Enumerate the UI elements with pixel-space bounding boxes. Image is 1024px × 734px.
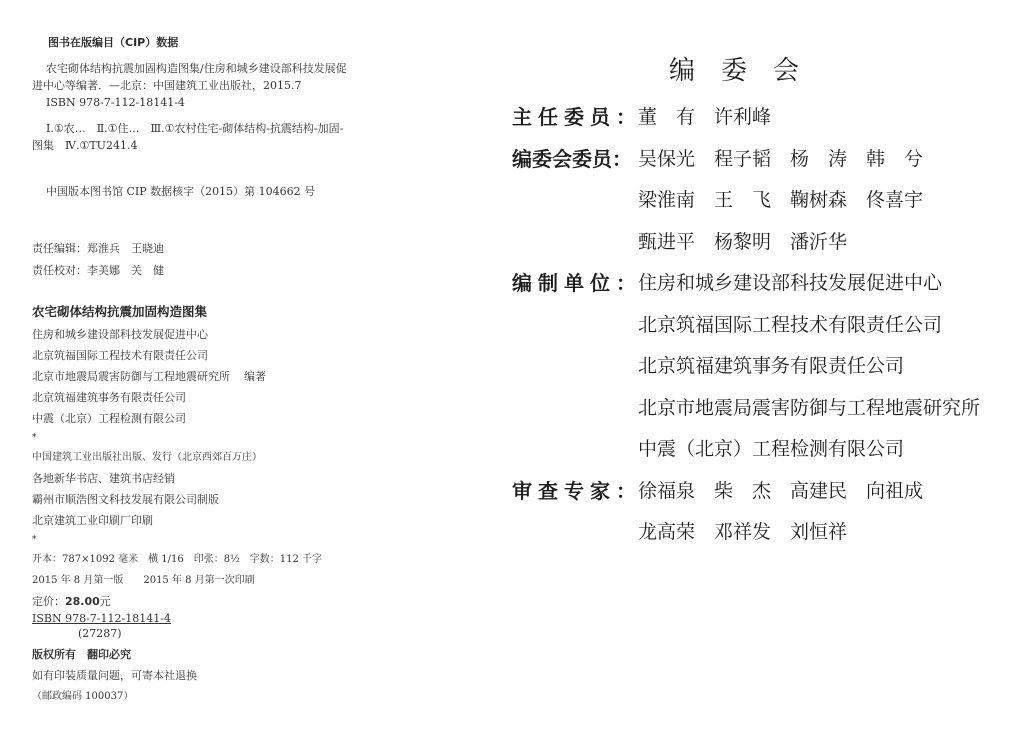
author-suffix: 编著 [244,370,266,383]
chief-label: 主任委员： [512,105,642,129]
author-line: 北京筑福国际工程技术有限责任公司 [32,349,208,362]
price-unit: 元 [99,595,111,608]
publication-details [32,324,362,707]
member-row: 梁淮南 王 飞 鞠树森 佟喜宇 [638,189,924,211]
price-label: 定价： [32,595,65,608]
cip-verification: 中国版本图书馆 CIP 数据核字（2015）第 104662 号 [46,185,316,198]
responsible-proofreader: 责任校对：李美娜 关 健 [32,264,164,277]
quality-note: 如有印装质量问题，可寄本社退换 [32,669,197,682]
reviewer-row: 龙高荣 邓祥发 刘恒祥 [638,521,848,543]
reviewers-section [512,471,980,554]
author-line: 住房和城乡建设部科技发展促进中心 [32,328,208,341]
members-section [512,139,980,264]
rights-line: 版权所有 翻印必究 [32,648,131,661]
committee-page [380,0,1024,734]
unit-row: 北京筑福建筑事务有限责任公司 [638,355,905,377]
typesetter-line: 霸州市顺浩图文科技发展有限公司制版 [32,493,219,506]
members-label: 编委会委员： [512,146,632,171]
editors-block [32,238,164,282]
member-row: 甄进平 杨黎明 潘沂华 [638,230,848,253]
author-name: 北京市地震局震害防御与工程地震研究所 [32,370,230,383]
cip-classification: Ⅰ.①农… Ⅱ.①住… Ⅲ.①农村住宅-砌体结构-抗震结构-加固-图集 Ⅳ.①TU241.4 [32,122,344,152]
cip-isbn: ISBN 978-7-112-18141-4 [46,96,185,109]
reviewers-label: 审查专家： [512,478,642,503]
separator-star: * [32,535,37,545]
author-line: 中震（北京）工程检测有限公司 [32,412,186,425]
chief-section [512,97,980,139]
copyright-page [0,0,380,734]
author-line: 北京筑福建筑事务有限责任公司 [32,391,186,404]
member-row: 吴保光 程子韬 杨 涛 韩 兮 [638,147,924,170]
printer-line: 北京建筑工业印刷厂印刷 [32,514,153,527]
chief-members: 董 有 许利峰 [638,106,772,128]
edition-line: 2015 年 8 月第一版 2015 年 8 月第一次印刷 [32,575,255,586]
unit-row: 住房和城乡建设部科技发展促进中心 [638,272,943,294]
price-line [32,591,362,612]
unit-row: 北京筑福国际工程技术有限责任公司 [638,313,943,336]
cip-description: 农宅砌体结构抗震加固构造图集/住房和城乡建设部科技发展促进中心等编著．—北京：中国建筑工业出版社，2015.7 [32,62,347,92]
units-section [512,263,980,471]
cip-block [32,60,352,154]
cip-heading: 图书在版编目（CIP）数据 [48,36,179,49]
author-line [32,366,362,387]
postal-code: （邮政编码 100037） [32,691,134,702]
reviewer-row: 徐福泉 柴 杰 高建民 向祖成 [638,479,924,502]
book-title: 农宅砌体结构抗震加固构造图集 [32,304,208,319]
format-line: 开本：787×1092 毫米 横 1/16 印张：8½ 字数：112 千字 [32,554,323,565]
isbn-line: ISBN 978-7-112-18141-4 [32,612,171,625]
price-value: 28.00 [65,595,100,608]
unit-row: 中震（北京）工程检测有限公司 [638,438,905,460]
catalog-code: (27287) [78,627,122,640]
distributor-line: 各地新华书店、建筑书店经销 [32,472,175,485]
publisher-line: 中国建筑工业出版社出版、发行（北京西郊百万庄） [32,452,262,463]
responsible-editor: 责任编辑：郑淮兵 王晓迪 [32,242,164,255]
committee-roster [512,97,980,554]
units-label: 编制单位： [512,271,642,295]
committee-title: 编委会 [668,56,825,86]
unit-row: 北京市地震局震害防御与工程地震研究所 [638,396,981,419]
separator-star: * [32,433,37,443]
